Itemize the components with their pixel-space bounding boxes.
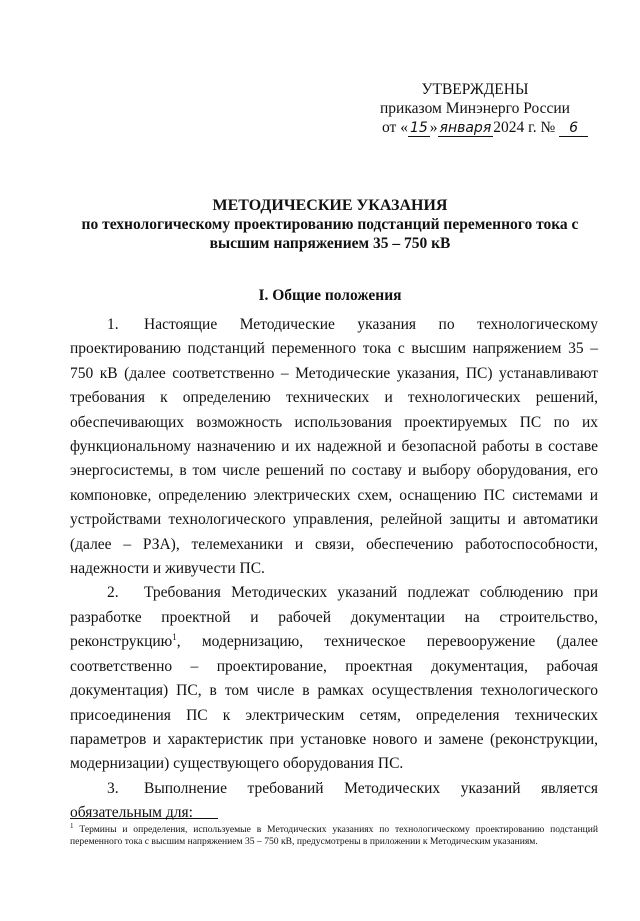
approval-heading: УТВЕРЖДЕНЫ [421,81,529,98]
approval-stamp [360,80,590,138]
footnote-reference[interactable]: 1 [172,632,177,643]
paragraph-number: 1. [107,316,119,333]
document-title [60,196,600,253]
approval-year: 2024 [493,119,525,136]
title-main: МЕТОДИЧЕСКИЕ УКАЗАНИЯ [212,197,448,214]
section-heading: I. Общие положения [258,287,402,304]
approval-number-label: г. № [528,119,556,136]
paragraph-number: 3. [107,779,119,797]
approval-day: 15 [409,120,428,136]
paragraph-text-continued: , модернизацию, техническое перевооружение (далее соответственно – проектирование, проектная документация, рабочая документация) ПС, в том числе в рамках осуществления технологического присоединения ПС к электрическим сетям, определения технических параметров и характеристик при установке нового и замене (реконструкции, модернизации) существующего оборудования ПС. [70,633,598,773]
footnote-mark: 1 [70,821,74,830]
approval-order-line: приказом Минэнерго России [380,100,570,117]
paragraph-number: 2. [107,584,119,602]
title-subtitle: по технологическому проектированию подстанций переменного тока с высшим напряжением 35 – 750 кВ [81,216,579,252]
approval-month: января [439,120,492,136]
footnote-separator [70,818,218,819]
date-mid: » [429,119,438,136]
paragraph-text: Настоящие Методические указания по технологическому проектированию подстанций переменного тока с высшим напряжением 35 – 750 кВ (далее соответственно – Методические указания, ПС) устанавливают требования к определению технических и технологических решений, обеспечивающих возможность использования проектируемых ПС по их функциональному назначению и их надежной и безопасной работы в составе энергосистемы, в том числе решений по составу и выбору оборудования, его компоновке, определению электрических схем, оснащению ПС системами и устройствами технологического управления, релейной защиты и автоматики (далее – РЗА), телемеханики и связи, обеспечению работоспособности, надежности и живучести ПС. [70,316,598,578]
footnote [70,821,598,848]
paragraph-text: Выполнение требований Методических указаний является обязательным для: [70,779,598,822]
footnote-text: Термины и определения, используемые в Методических указаниях по технологическому проектированию подстанций переменного тока с высшим напряжением 35 – 750 кВ, предусмотрены в приложении к Методическим указаниям. [70,824,598,847]
paragraph-text: Требования Методических указаний подлежат соблюдению при разработке проектной и рабочей документации на строительство, реконструкцию [70,584,598,651]
body-text [70,313,598,826]
approval-date-line [360,118,590,138]
date-prefix: от « [382,119,408,136]
paragraph-2 [70,581,598,776]
approval-number: 6 [559,120,588,137]
paragraph-1 [70,313,598,581]
